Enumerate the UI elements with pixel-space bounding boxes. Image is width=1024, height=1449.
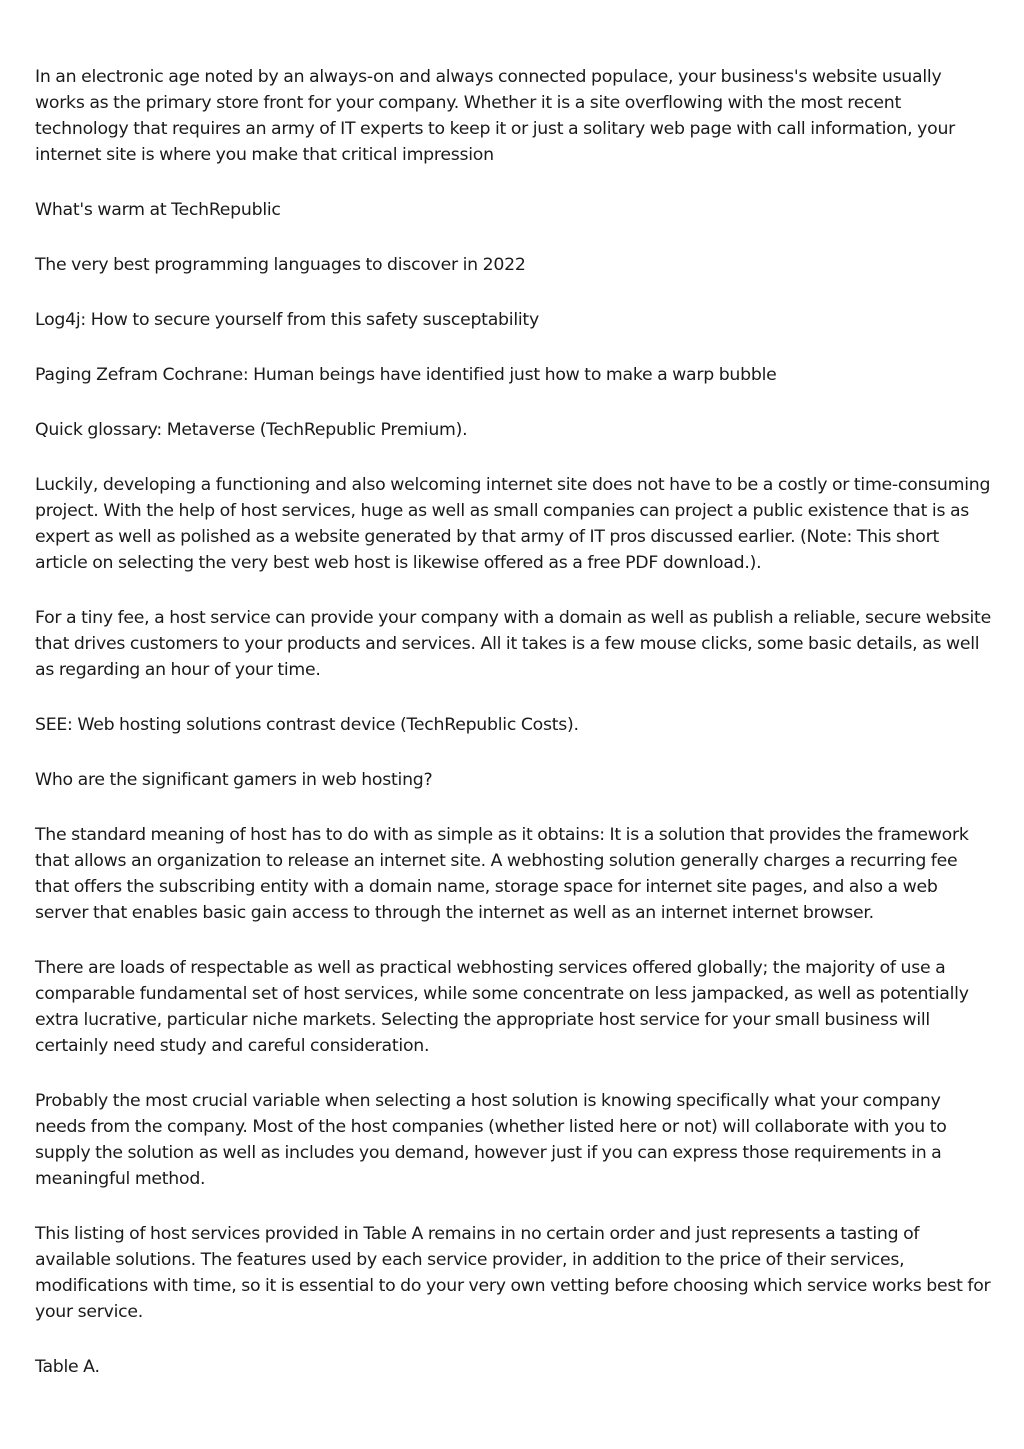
body-paragraph: This listing of host services provided in Table A remains in no certain order and just represents a tasting of available solutions. The features used by each service provider, in addition to the price of their services, modifications with time, so it is essential to do your very own vetting before choosing which service works best for your service. bbox=[35, 1224, 991, 1322]
section-heading-whats-warm: What's warm at TechRepublic bbox=[35, 200, 281, 220]
related-item-programming-languages: The very best programming languages to discover in 2022 bbox=[35, 255, 526, 275]
table-caption: Table A. bbox=[35, 1357, 100, 1377]
intro-paragraph: In an electronic age noted by an always-on and always connected populace, your business's website usually works as the primary store front for your company. Whether it is a site overflowing with the most recent technology that requires an army of IT experts to keep it or just a solitary web page with call information, your internet site is where you make that critical impression bbox=[35, 67, 956, 165]
related-item-log4j: Log4j: How to secure yourself from this safety susceptability bbox=[35, 310, 539, 330]
section-heading-major-players: Who are the significant gamers in web hosting? bbox=[35, 770, 433, 790]
body-paragraph: Probably the most crucial variable when selecting a host solution is knowing specifically what your company needs from the company. Most of the host companies (whether listed here or not) will collaborate with you to supply the solution as well as includes you demand, however just if you can express those requirements in a meaningful method. bbox=[35, 1091, 947, 1189]
related-item-metaverse-glossary: Quick glossary: Metaverse (TechRepublic Premium). bbox=[35, 420, 468, 440]
body-paragraph: The standard meaning of host has to do with as simple as it obtains: It is a solution that provides the framework that allows an organization to release an internet site. A webhosting solution generally charges a recurring fee that offers the subscribing entity with a domain name, storage space for internet site pages, and also a web server that enables basic gain access to through the internet as well as an internet internet browser. bbox=[35, 825, 969, 923]
related-item-warp-bubble: Paging Zefram Cochrane: Human beings have identified just how to make a warp bubble bbox=[35, 365, 777, 385]
article-body bbox=[35, 64, 995, 1409]
body-paragraph: Luckily, developing a functioning and also welcoming internet site does not have to be a costly or time-consuming project. With the help of host services, huge as well as small companies can project a public existence that is as expert as well as polished as a website generated by that army of IT pros discussed earlier. (Note: This short article on selecting the very best web host is likewise offered as a free PDF download.). bbox=[35, 475, 991, 573]
see-also-note: SEE: Web hosting solutions contrast device (TechRepublic Costs). bbox=[35, 715, 579, 735]
body-paragraph: There are loads of respectable as well as practical webhosting services offered globally; the majority of use a comparable fundamental set of host services, while some concentrate on less jampacked, as well as potentially extra lucrative, particular niche markets. Selecting the appropriate host service for your small business will certainly need study and careful consideration. bbox=[35, 958, 969, 1056]
body-paragraph: For a tiny fee, a host service can provide your company with a domain as well as publish a reliable, secure website that drives customers to your products and services. All it takes is a few mouse clicks, some basic details, as well as regarding an hour of your time. bbox=[35, 608, 991, 680]
